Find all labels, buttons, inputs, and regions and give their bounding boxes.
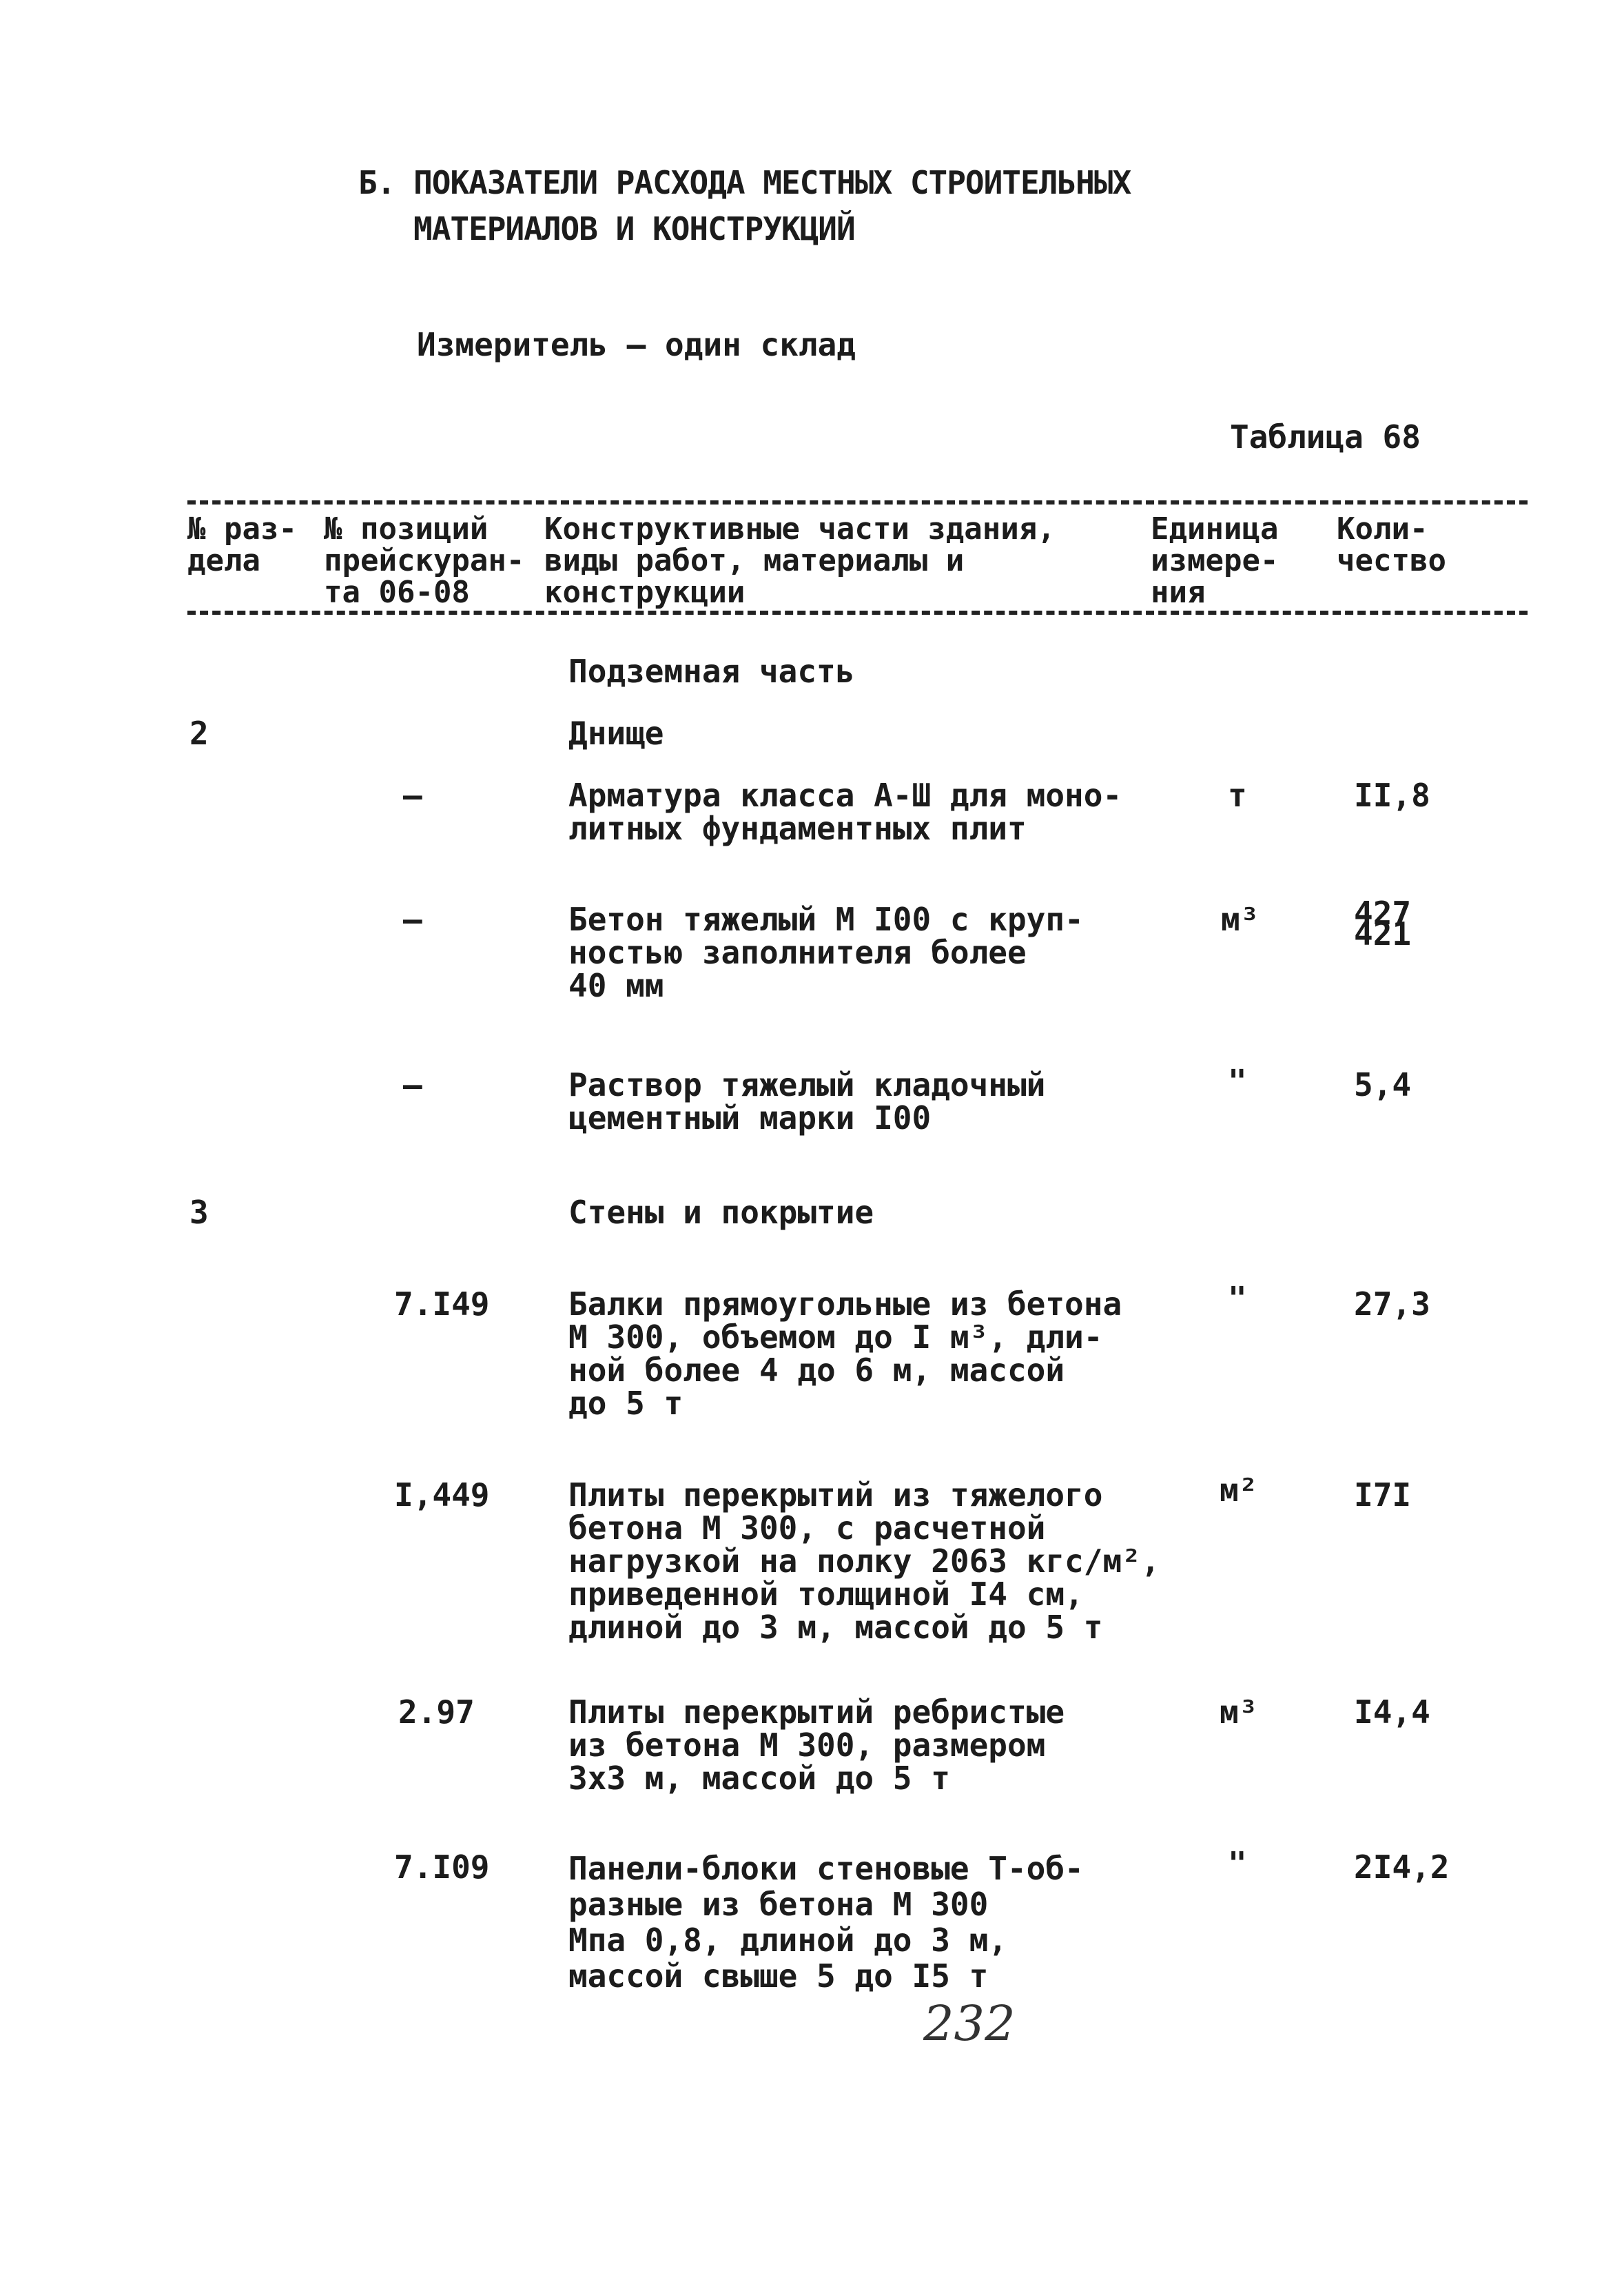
header-col-section: № раз- дела bbox=[187, 511, 297, 578]
row-description: Плиты перекрытий ребристые из бетона М 300, размером 3х3 м, массой до 5 т bbox=[568, 1693, 1065, 1797]
row-description: Балки прямоугольные из бетона М 300, объемом до I м³, дли- ной более 4 до 6 м, массой до 5 т bbox=[568, 1285, 1122, 1422]
row-quantity: 427 421 bbox=[1354, 895, 1412, 952]
row-description: Арматура класса А-Ш для моно- литных фундаментных плит bbox=[568, 777, 1122, 847]
row-unit: м³ bbox=[1220, 1693, 1258, 1731]
header-col-quantity: Коли- чество bbox=[1337, 511, 1446, 578]
row-section: 3 bbox=[189, 1194, 209, 1231]
row-quantity: 27,3 bbox=[1354, 1285, 1430, 1323]
row-description: Бетон тяжелый М I00 с круп- ностью заполнителя более 40 мм bbox=[568, 901, 1084, 1004]
row-quantity: I7I bbox=[1354, 1476, 1412, 1514]
row-description: Плиты перекрытий из тяжелого бетона М 300, с расчетной нагрузкой на полку 2063 кгс/м², приведенной толщиной I4 см, длиной до 3 м, массой до 5 т bbox=[568, 1476, 1160, 1646]
row-unit: " bbox=[1228, 1063, 1247, 1100]
row-unit: " bbox=[1228, 1845, 1247, 1882]
header-top-rule bbox=[187, 500, 1528, 505]
row-description: Днище bbox=[568, 715, 664, 752]
page-number: 232 bbox=[923, 1995, 1016, 2052]
row-position: 7.I09 bbox=[394, 1848, 490, 1886]
row-quantity: I4,4 bbox=[1354, 1693, 1430, 1731]
header-col-description: Конструктивные части здания, виды работ, материалы и конструкции bbox=[544, 511, 1056, 610]
row-unit: м² bbox=[1220, 1471, 1258, 1509]
row-description: Раствор тяжелый кладочный цементный марки I00 bbox=[568, 1066, 1046, 1137]
row-section: 2 bbox=[189, 715, 209, 752]
row-unit: " bbox=[1228, 1280, 1247, 1317]
measure-text: Измеритель – один склад bbox=[417, 326, 856, 363]
row-position: 2.97 bbox=[398, 1693, 475, 1731]
row-position: – bbox=[403, 901, 422, 938]
row-position: – bbox=[403, 777, 422, 814]
row-unit: т bbox=[1228, 777, 1247, 814]
header-col-position: № позиций прейскуран- та 06-08 bbox=[324, 511, 525, 610]
section-heading-underground: Подземная часть bbox=[568, 653, 855, 690]
row-quantity: 5,4 bbox=[1354, 1066, 1412, 1103]
header-col-unit: Единица измере- ния bbox=[1151, 511, 1279, 610]
row-quantity: 2I4,2 bbox=[1354, 1848, 1450, 1886]
table-label: Таблица 68 bbox=[1230, 418, 1421, 456]
document-title-line2: МАТЕРИАЛОВ И КОНСТРУКЦИЙ bbox=[413, 210, 855, 247]
row-unit: м³ bbox=[1221, 901, 1260, 938]
row-position: 7.I49 bbox=[394, 1285, 490, 1323]
header-bottom-rule bbox=[187, 611, 1528, 615]
row-position: I,449 bbox=[394, 1476, 490, 1514]
row-quantity: II,8 bbox=[1354, 777, 1430, 814]
row-description: Панели-блоки стеновые Т-об- разные из бетона М 300 Мпа 0,8, длиной до 3 м, массой свыше 5 до I5 т bbox=[568, 1850, 1084, 1995]
row-position: – bbox=[403, 1066, 422, 1103]
row-description: Стены и покрытие bbox=[568, 1194, 874, 1231]
document-title-line1: Б. ПОКАЗАТЕЛИ РАСХОДА МЕСТНЫХ СТРОИТЕЛЬНЫХ bbox=[358, 164, 1131, 201]
